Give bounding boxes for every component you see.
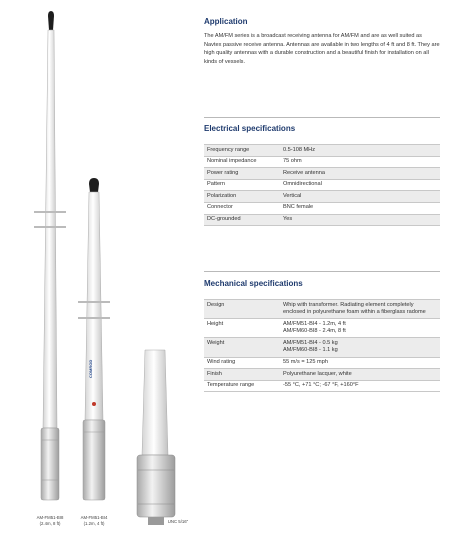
spec-label: Temperature range	[204, 380, 280, 392]
spec-row	[204, 369, 440, 381]
spec-label: Frequency range	[204, 145, 280, 157]
spec-label: Power rating	[204, 168, 280, 180]
antenna-illustration	[0, 0, 200, 537]
spec-value: Whip with transformer. Radiating element completely enclosed in polyurethane foam within a fiberglass radome	[280, 300, 440, 319]
brand-label: COMROD	[88, 359, 93, 378]
spec-label: Design	[204, 300, 280, 319]
spec-value: Vertical	[280, 191, 440, 203]
spec-row	[204, 156, 440, 168]
spec-value: Receive antenna	[280, 168, 440, 180]
spec-row	[204, 145, 440, 157]
spec-label: DC-grounded	[204, 214, 280, 226]
connector-detail	[137, 350, 175, 525]
spec-row	[204, 214, 440, 226]
spec-row	[204, 202, 440, 214]
caption-long-antenna: AM-FM51-BI8 (2.4m, 8 ft)	[36, 515, 64, 526]
mechanical-section	[204, 279, 440, 392]
spec-label: Polarization	[204, 191, 280, 203]
spec-label: Finish	[204, 369, 280, 381]
spec-row	[204, 191, 440, 203]
application-section	[204, 17, 440, 66]
spec-row	[204, 168, 440, 180]
application-text: The AM/FM series is a broadcast receiving antenna for AM/FM and are as well suited as Navtex passive receive antenna. Antennas are available in two lengths of 4 ft and 8 ft. They are high quality antennas with a durable construction and a beautiful finish for installation on all kinds of vessels.	[204, 33, 440, 65]
caption-short-antenna: AM-FM51-BI4 (1.2m, 4 ft)	[80, 515, 108, 526]
spec-value: AM/FM51-BI4 - 1.2m, 4 ft AM/FM60-BI8 - 2.4m, 8 ft	[280, 319, 440, 338]
spec-row	[204, 357, 440, 369]
spec-label: Pattern	[204, 179, 280, 191]
application-heading: Application	[204, 17, 248, 26]
spec-value: 55 m/s = 125 mph	[280, 357, 440, 369]
spec-value: Omnidirectional	[280, 179, 440, 191]
spec-value: BNC female	[280, 202, 440, 214]
divider	[204, 117, 440, 118]
spec-row	[204, 338, 440, 357]
spec-label: Connector	[204, 202, 280, 214]
spec-row	[204, 179, 440, 191]
spec-value: -55 °C, +71 °C; -67 °F, +160°F	[280, 380, 440, 392]
spec-label: Weight	[204, 338, 280, 357]
spec-value: Yes	[280, 214, 440, 226]
spec-value: AM/FM51-BI4 - 0.5 kg AM/FM60-BI8 - 1.1 kg	[280, 338, 440, 357]
caption-detail: UNC 5/16"	[167, 519, 189, 524]
spec-label: Wind rating	[204, 357, 280, 369]
spec-row	[204, 380, 440, 392]
spec-row	[204, 319, 440, 338]
spec-value: 75 ohm	[280, 156, 440, 168]
spec-value: Polyurethane lacquer, white	[280, 369, 440, 381]
spec-row	[204, 300, 440, 319]
mechanical-heading: Mechanical specifications	[204, 279, 303, 288]
antenna-4ft	[78, 178, 110, 500]
electrical-section	[204, 124, 440, 226]
spec-label: Nominal impedance	[204, 156, 280, 168]
spec-label: Height	[204, 319, 280, 338]
divider	[204, 271, 440, 272]
red-badge-icon	[92, 402, 96, 406]
antenna-8ft	[34, 11, 66, 500]
spec-value: 0.5-108 MHz	[280, 145, 440, 157]
mechanical-table	[204, 299, 440, 392]
electrical-heading: Electrical specifications	[204, 124, 296, 133]
electrical-table	[204, 144, 440, 226]
